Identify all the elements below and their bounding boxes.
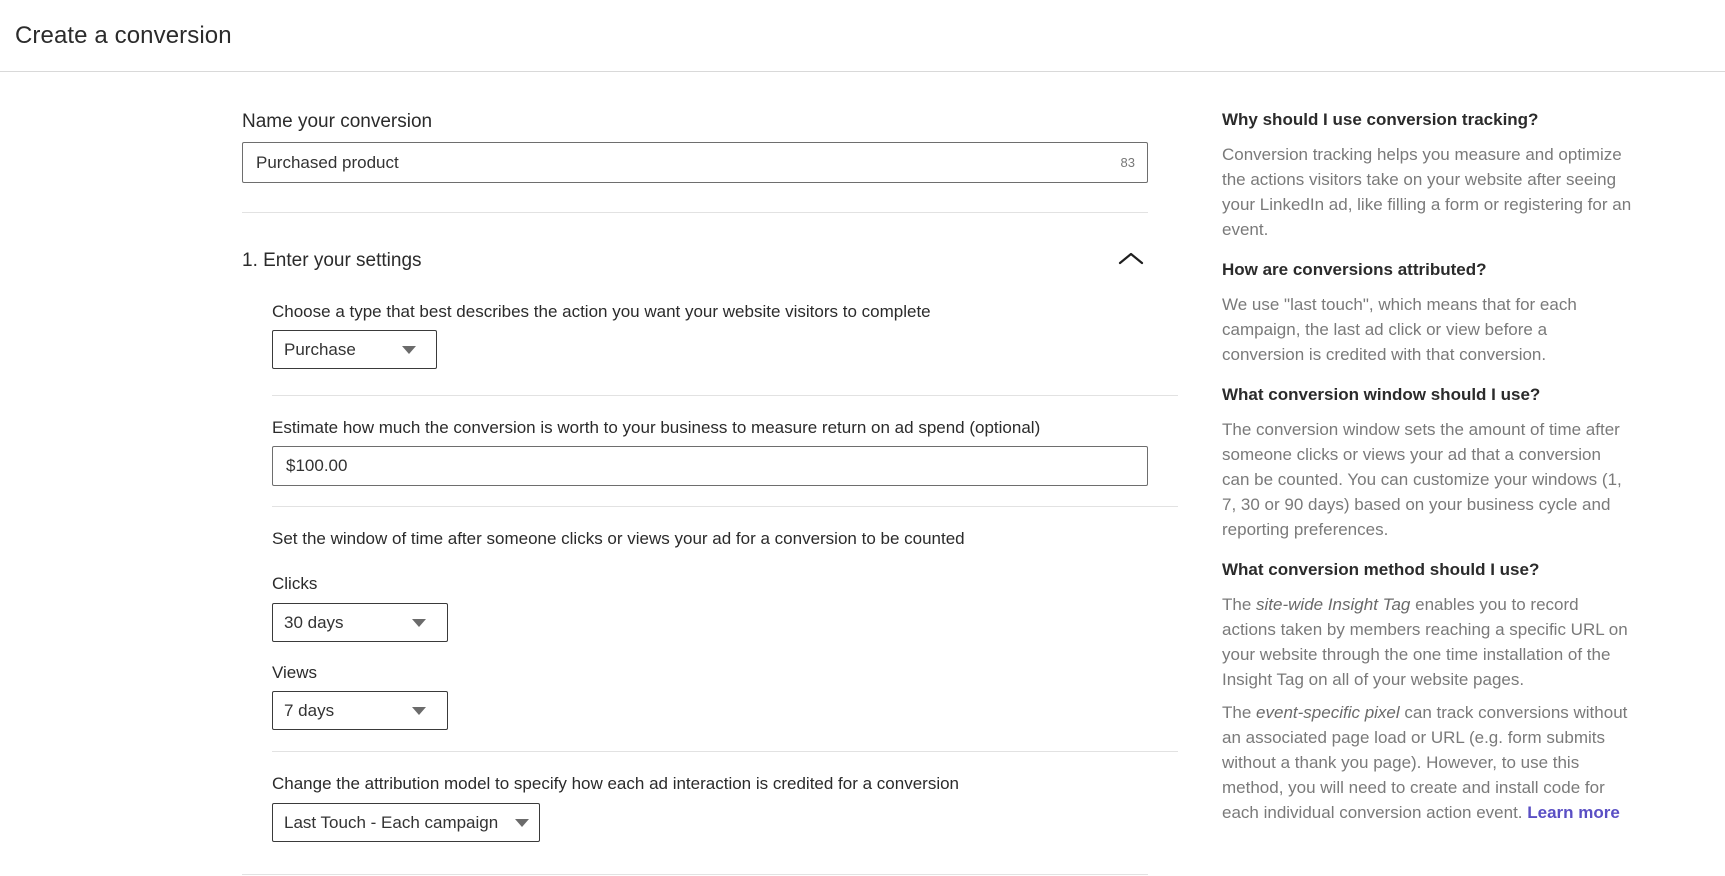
conversion-name-input[interactable] bbox=[256, 153, 1121, 173]
type-label: Choose a type that best describes the action you want your website visitors to complete bbox=[272, 302, 931, 321]
value-label: Estimate how much the conversion is worth to your business to measure return on ad spend (optional) bbox=[272, 418, 1041, 437]
help-question: Why should I use conversion tracking? bbox=[1222, 110, 1539, 129]
caret-down-icon bbox=[402, 346, 416, 354]
clicks-window-select[interactable] bbox=[272, 603, 448, 642]
name-label: Name your conversion bbox=[242, 111, 433, 132]
help-answer: We use "last touch", which means that for each campaign, the last ad click or view before a conversion is credited with that conversion. bbox=[1222, 295, 1577, 364]
help-question: How are conversions attributed? bbox=[1222, 260, 1487, 279]
collapse-settings-button[interactable] bbox=[1116, 248, 1146, 272]
attribution-label: Change the attribution model to specify how each ad interaction is credited for a conversion bbox=[272, 774, 960, 793]
clicks-label: Clicks bbox=[272, 574, 318, 593]
divider bbox=[272, 395, 1178, 396]
divider bbox=[272, 751, 1178, 752]
conversion-value-field[interactable] bbox=[272, 446, 1148, 486]
window-label: Set the window of time after someone clicks or views your ad for a conversion to be counted bbox=[272, 529, 965, 548]
page-title: Create a conversion bbox=[15, 22, 232, 49]
help-answer-insight-tag bbox=[1222, 592, 1632, 692]
emphasis-text: site-wide Insight Tag bbox=[1256, 595, 1411, 614]
attribution-model-value: Last Touch - Each campaign bbox=[284, 812, 499, 832]
conversion-value-input[interactable] bbox=[286, 456, 1134, 476]
help-answer-event-pixel bbox=[1222, 700, 1632, 825]
views-label: Views bbox=[272, 663, 318, 682]
caret-down-icon bbox=[412, 707, 426, 715]
emphasis-text: event-specific pixel bbox=[1256, 703, 1400, 722]
clicks-window-value: 30 days bbox=[284, 612, 344, 632]
learn-more-link[interactable]: Learn more bbox=[1527, 803, 1620, 822]
text: The bbox=[1222, 595, 1257, 614]
conversion-name-field[interactable] bbox=[242, 142, 1148, 183]
views-window-value: 7 days bbox=[284, 700, 335, 720]
help-question: What conversion window should I use? bbox=[1222, 385, 1541, 404]
divider bbox=[272, 506, 1178, 507]
caret-down-icon bbox=[412, 619, 426, 627]
help-answer: The conversion window sets the amount of time after someone clicks or views your ad that a conversion can be counted. You can customize your windows (1, 7, 30 or 90 days) based on your business cycle and reporting preferences. bbox=[1222, 420, 1622, 539]
chevron-up-icon bbox=[1117, 250, 1145, 271]
attribution-model-select[interactable] bbox=[272, 803, 540, 842]
conversion-type-select[interactable] bbox=[272, 330, 437, 369]
settings-section-title: 1. Enter your settings bbox=[242, 250, 422, 271]
help-panel bbox=[1222, 108, 1632, 841]
conversion-type-value: Purchase bbox=[284, 339, 356, 359]
text: enables you to record actions taken by members reaching a specific URL on your website through the one time installation of the Insight Tag on all of your website pages. bbox=[1222, 595, 1628, 689]
help-question: What conversion method should I use? bbox=[1222, 560, 1540, 579]
divider bbox=[242, 874, 1148, 875]
views-window-select[interactable] bbox=[272, 691, 448, 730]
page-header bbox=[0, 0, 1725, 72]
divider bbox=[242, 212, 1148, 213]
help-answer: Conversion tracking helps you measure and optimize the actions visitors take on your website after seeing your LinkedIn ad, like filling a form or registering for an event. bbox=[1222, 145, 1632, 239]
text: can track conversions without an associated page load or URL (e.g. form submits without a thank you page). However, to use this method, you will need to create and install code for each individual conversion action event. bbox=[1222, 703, 1628, 822]
char-count: 83 bbox=[1120, 155, 1135, 170]
caret-down-icon bbox=[515, 819, 529, 827]
text: The bbox=[1222, 703, 1257, 722]
